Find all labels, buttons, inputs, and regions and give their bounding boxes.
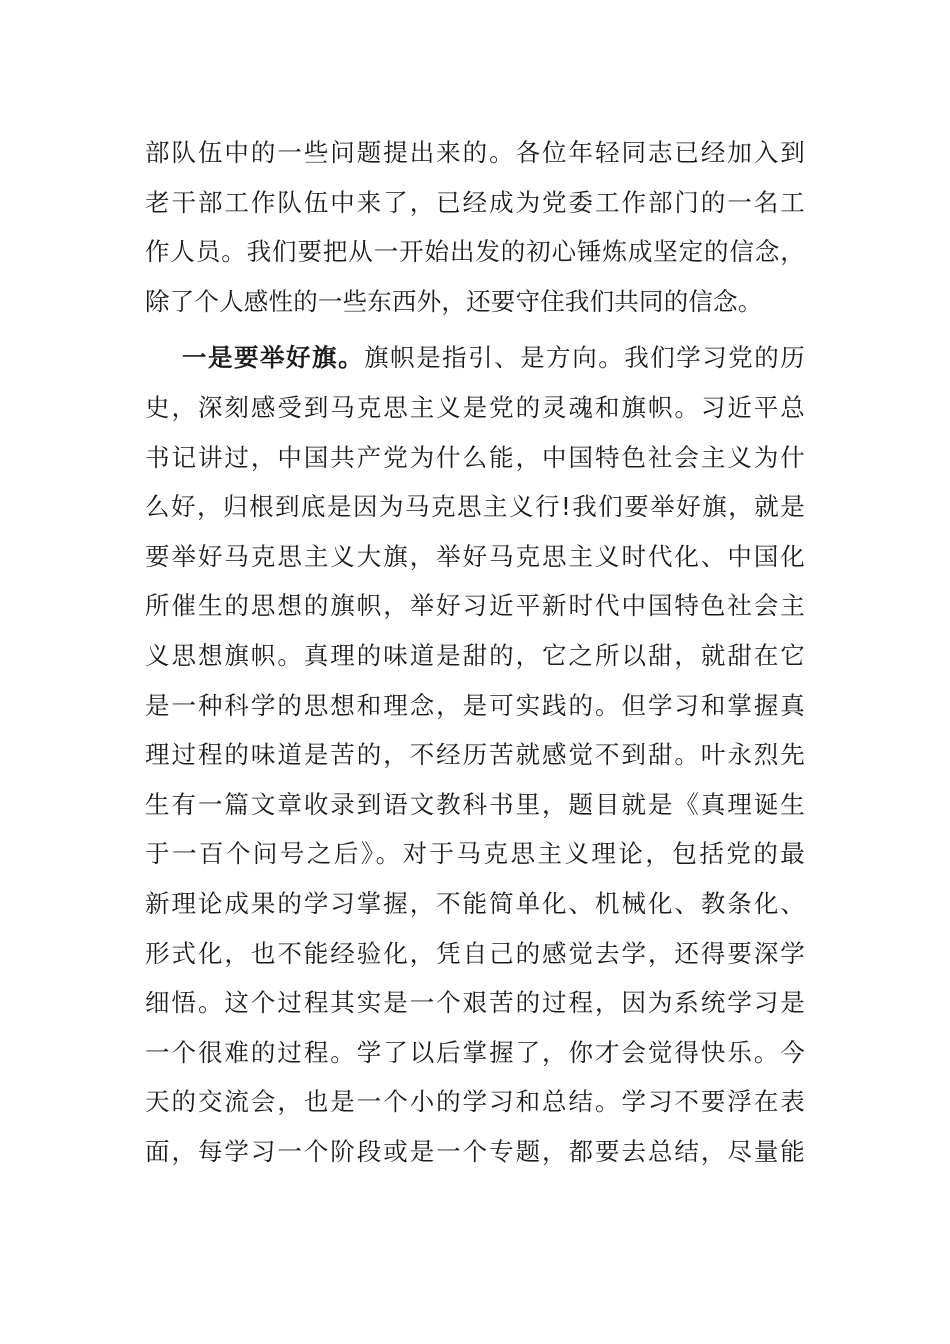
text-line: 作人员。我们要把从一开始出发的初心锤炼成坚定的信念，: [145, 237, 805, 267]
paragraph-heading: 一是要举好旗。: [182, 343, 365, 373]
text-line: 生有一篇文章收录到语文教科书里，题目就是《真理诞生: [145, 789, 805, 819]
text-line: 么好，归根到底是因为马克思主义行!我们要举好旗，就是: [145, 492, 805, 522]
text-line: 老干部工作队伍中来了，已经成为党委工作部门的一名工: [145, 187, 805, 217]
text-line: 是一种科学的思想和理念，是可实践的。但学习和掌握真: [145, 690, 805, 720]
text-line: 细悟。这个过程其实是一个艰苦的过程，因为系统学习是: [145, 988, 805, 1018]
text-line: 除了个人感性的一些东西外，还要守住我们共同的信念。: [145, 286, 763, 316]
paragraph-2: [145, 333, 805, 1176]
paragraph-1: [145, 128, 805, 326]
text-span: 旗帜是指引、是方向。我们学习党的历: [364, 343, 805, 373]
text-line: 史，深刻感受到马克思主义是党的灵魂和旗帜。习近平总: [145, 392, 805, 422]
text-line: 形式化，也不能经验化，凭自己的感觉去学，还得要深学: [145, 938, 805, 968]
text-line: 一个很难的过程。学了以后掌握了，你才会觉得快乐。今: [145, 1037, 805, 1067]
text-line: 新理论成果的学习掌握，不能简单化、机械化、教条化、: [145, 888, 805, 918]
text-line: 书记讲过，中国共产党为什么能，中国特色社会主义为什: [145, 442, 805, 472]
text-line: 于一百个问号之后》。对于马克思主义理论，包括党的最: [145, 839, 805, 869]
text-line: 要举好马克思主义大旗，举好马克思主义时代化、中国化: [145, 541, 805, 571]
text-line: 义思想旗帜。真理的味道是甜的，它之所以甜，就甜在它: [145, 640, 805, 670]
text-line: 部队伍中的一些问题提出来的。各位年轻同志已经加入到: [145, 138, 805, 167]
text-line: 天的交流会，也是一个小的学习和总结。学习不要浮在表: [145, 1087, 805, 1117]
text-line: 所催生的思想的旗帜，举好习近平新时代中国特色社会主: [145, 591, 805, 621]
text-line: 面，每学习一个阶段或是一个专题，都要去总结，尽量能: [145, 1136, 805, 1166]
paragraph-first-line: [145, 333, 805, 383]
body-text: [145, 128, 805, 1176]
text-line: 理过程的味道是苦的，不经历苦就感觉不到甜。叶永烈先: [145, 740, 805, 770]
